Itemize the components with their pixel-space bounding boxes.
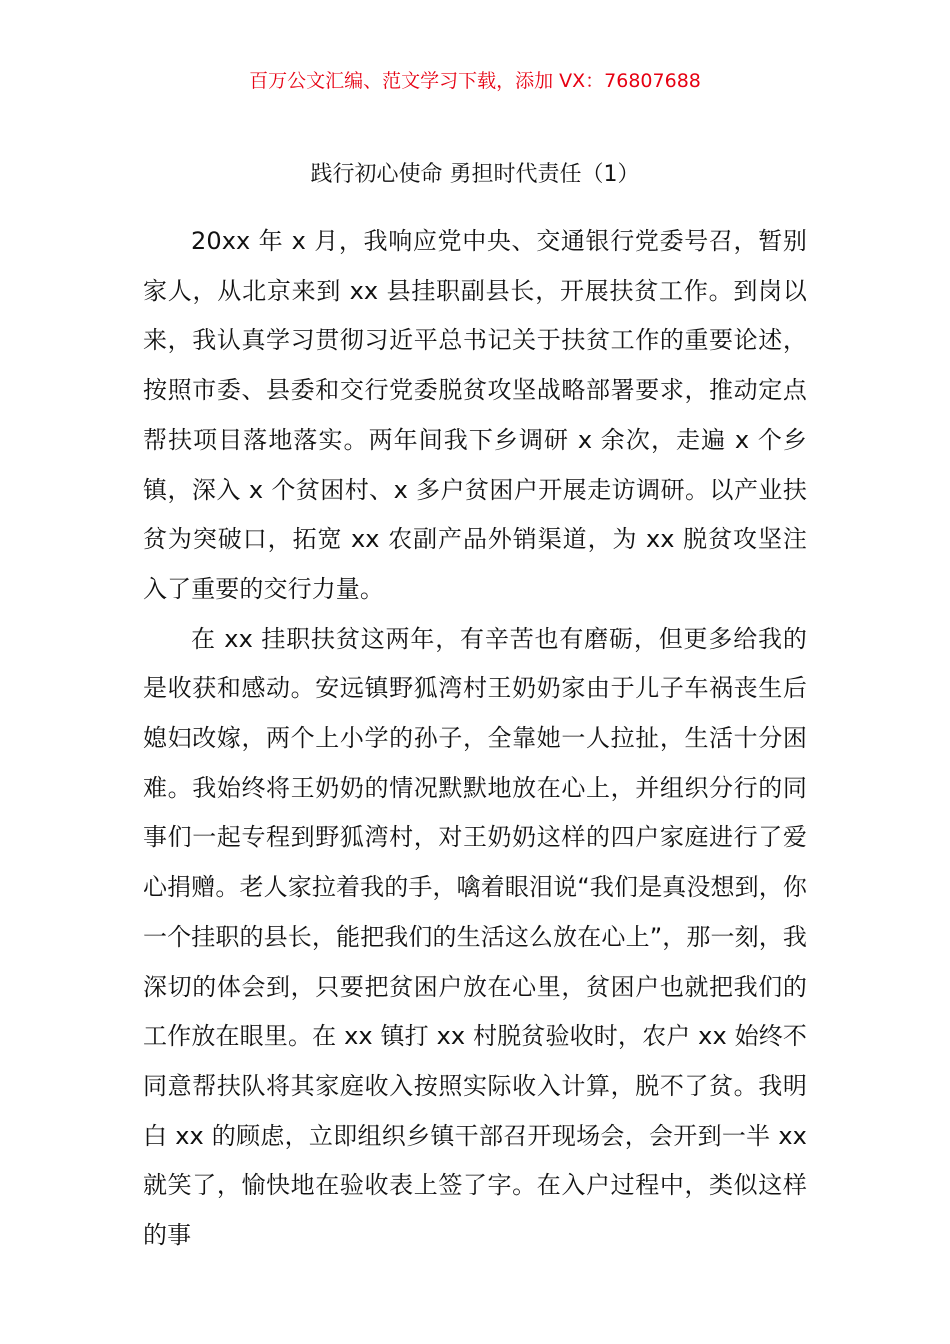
paragraph: 20xx 年 x 月，我响应党中央、交通银行党委号召，暂别家人，从北京来到 xx 县挂职副县长，开展扶贫工作。到岗以来，我认真学习贯彻习近平总书记关于扶贫工作的重要论述，按照市委、县委和交行党委脱贫攻坚战略部署要求，推动定点帮扶项目落地落实。两年间我下乡调研 x 余次，走遍 x 个乡镇，深入 x 个贫困村、x 多户贫困户开展走访调研。以产业扶贫为突破口，拓宽 xx 农副产品外销渠道，为 xx 脱贫攻坚注入了重要的交行力量。 [143, 227, 807, 603]
header-notice: 百万公文汇编、范文学习下载，添加 VX：76807688 [249, 70, 701, 92]
document-body [143, 217, 807, 1261]
document-title: 践行初心使命 勇担时代责任（1） [310, 162, 640, 187]
paragraph: 在 xx 挂职扶贫这两年，有辛苦也有磨砺，但更多给我的是收获和感动。安远镇野狐湾村王奶奶家由于儿子车祸丧生后媳妇改嫁，两个上小学的孙子，全靠她一人拉扯，生活十分困难。我始终将王奶奶的情况默默地放在心上，并组织分行的同事们一起专程到野狐湾村，对王奶奶这样的四户家庭进行了爱心捐赠。老人家拉着我的手，噙着眼泪说“我们是真没想到，你一个挂职的县长，能把我们的生活这么放在心上”，那一刻，我深切的体会到，只要把贫困户放在心里，贫困户也就把我们的工作放在眼里。在 xx 镇打 xx 村脱贫验收时，农户 xx 始终不同意帮扶队将其家庭收入按照实际收入计算，脱不了贫。我明白 xx 的顾虑，立即组织乡镇干部召开现场会，会开到一半 xx 就笑了，愉快地在验收表上签了字。在入户过程中，类似这样的事 [143, 624, 807, 1250]
